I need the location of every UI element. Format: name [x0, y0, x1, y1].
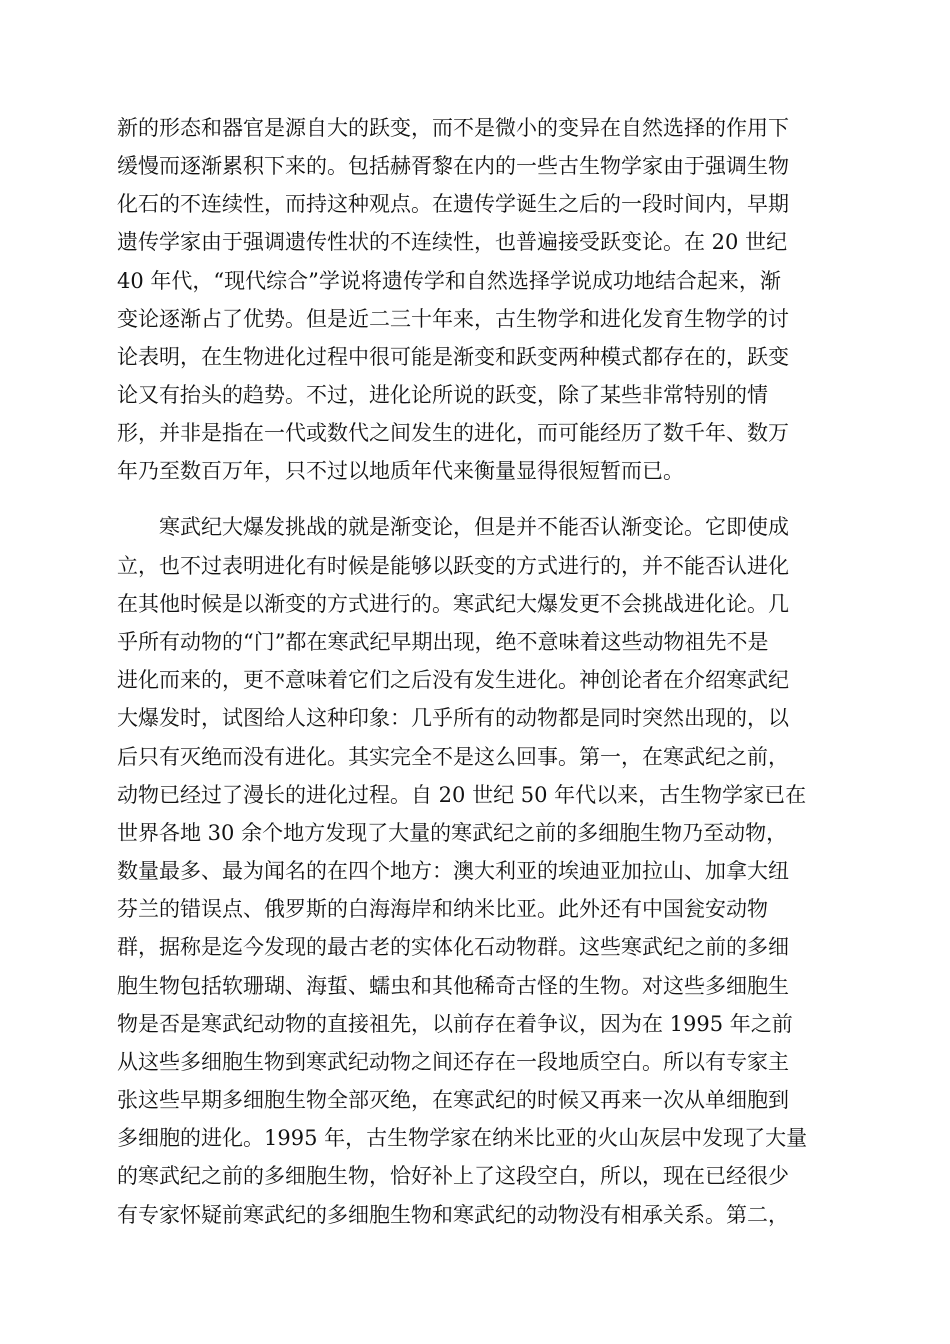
- text-line: 寒武纪大爆发挑战的就是渐变论，但是并不能否认渐变论。它即使成: [159, 515, 789, 539]
- text-line: 立，也不过表明进化有时候是能够以跃变的方式进行的，并不能否认进化: [117, 554, 789, 578]
- text-line: 大爆发时，试图给人这种印象：几乎所有的动物都是同时突然出现的，以: [117, 706, 789, 730]
- text-line: 40 年代，“现代综合”学说将遗传学和自然选择学说成功地结合起来，渐: [117, 269, 781, 293]
- text-line: 论又有抬头的趋势。不过，进化论所说的跃变，除了某些非常特别的情: [117, 383, 768, 407]
- text-line: 的寒武纪之前的多细胞生物，恰好补上了这段空白，所以，现在已经很少: [117, 1164, 789, 1188]
- text-line: 从这些多细胞生物到寒武纪动物之间还存在一段地质空白。所以有专家主: [117, 1050, 789, 1074]
- text-line: 遗传学家由于强调遗传性状的不连续性，也普遍接受跃变论。在 20 世纪: [117, 230, 788, 254]
- text-line: 物是否是寒武纪动物的直接祖先，以前存在着争议，因为在 1995 年之前: [117, 1012, 793, 1036]
- text-line: 后只有灭绝而没有进化。其实完全不是这么回事。第一，在寒武纪之前，: [117, 745, 789, 769]
- text-line: 化石的不连续性，而持这种观点。在遗传学诞生之后的一段时间内，早期: [117, 192, 789, 216]
- text-line: 论表明，在生物进化过程中很可能是渐变和跃变两种模式都存在的，跃变: [117, 345, 789, 369]
- text-line: 形，并非是指在一代或数代之间发生的进化，而可能经历了数千年、数万: [117, 421, 789, 445]
- text-line: 胞生物包括软珊瑚、海蜇、蠕虫和其他稀奇古怪的生物。对这些多细胞生: [117, 974, 789, 998]
- text-line: 年乃至数百万年，只不过以地质年代来衡量显得很短暂而已。: [117, 459, 684, 483]
- text-line: 进化而来的，更不意味着它们之后没有发生进化。神创论者在介绍寒武纪: [117, 668, 789, 692]
- text-line: 动物已经过了漫长的进化过程。自 20 世纪 50 年代以来，古生物学家已在: [117, 783, 807, 807]
- text-line: 群，据称是迄今发现的最古老的实体化石动物群。这些寒武纪之前的多细: [117, 935, 789, 959]
- text-line: 世界各地 30 余个地方发现了大量的寒武纪之前的多细胞生物乃至动物，: [117, 821, 788, 845]
- text-line: 缓慢而逐渐累积下来的。包括赫胥黎在内的一些古生物学家由于强调生物: [117, 154, 789, 178]
- text-line: 多细胞的进化。1995 年，古生物学家在纳米比亚的火山灰层中发现了大量: [117, 1126, 808, 1150]
- text-line: 张这些早期多细胞生物全部灭绝，在寒武纪的时候又再来一次从单细胞到: [117, 1088, 789, 1112]
- text-line: 变论逐渐占了优势。但是近二三十年来，古生物学和进化发育生物学的讨: [117, 307, 789, 331]
- text-line: 有专家怀疑前寒武纪的多细胞生物和寒武纪的动物没有相承关系。第二，: [117, 1203, 789, 1227]
- text-line: 乎所有动物的“门”都在寒武纪早期出现，绝不意味着这些动物祖先不是: [117, 630, 769, 654]
- text-line: 在其他时候是以渐变的方式进行的。寒武纪大爆发更不会挑战进化论。几: [117, 592, 789, 616]
- text-line: 新的形态和器官是源自大的跃变，而不是微小的变异在自然选择的作用下: [117, 116, 789, 140]
- text-line: 数量最多、最为闻名的在四个地方：澳大利亚的埃迪亚加拉山、加拿大纽: [117, 859, 789, 883]
- text-line: 芬兰的错误点、俄罗斯的白海海岸和纳米比亚。此外还有中国瓮安动物: [117, 897, 768, 921]
